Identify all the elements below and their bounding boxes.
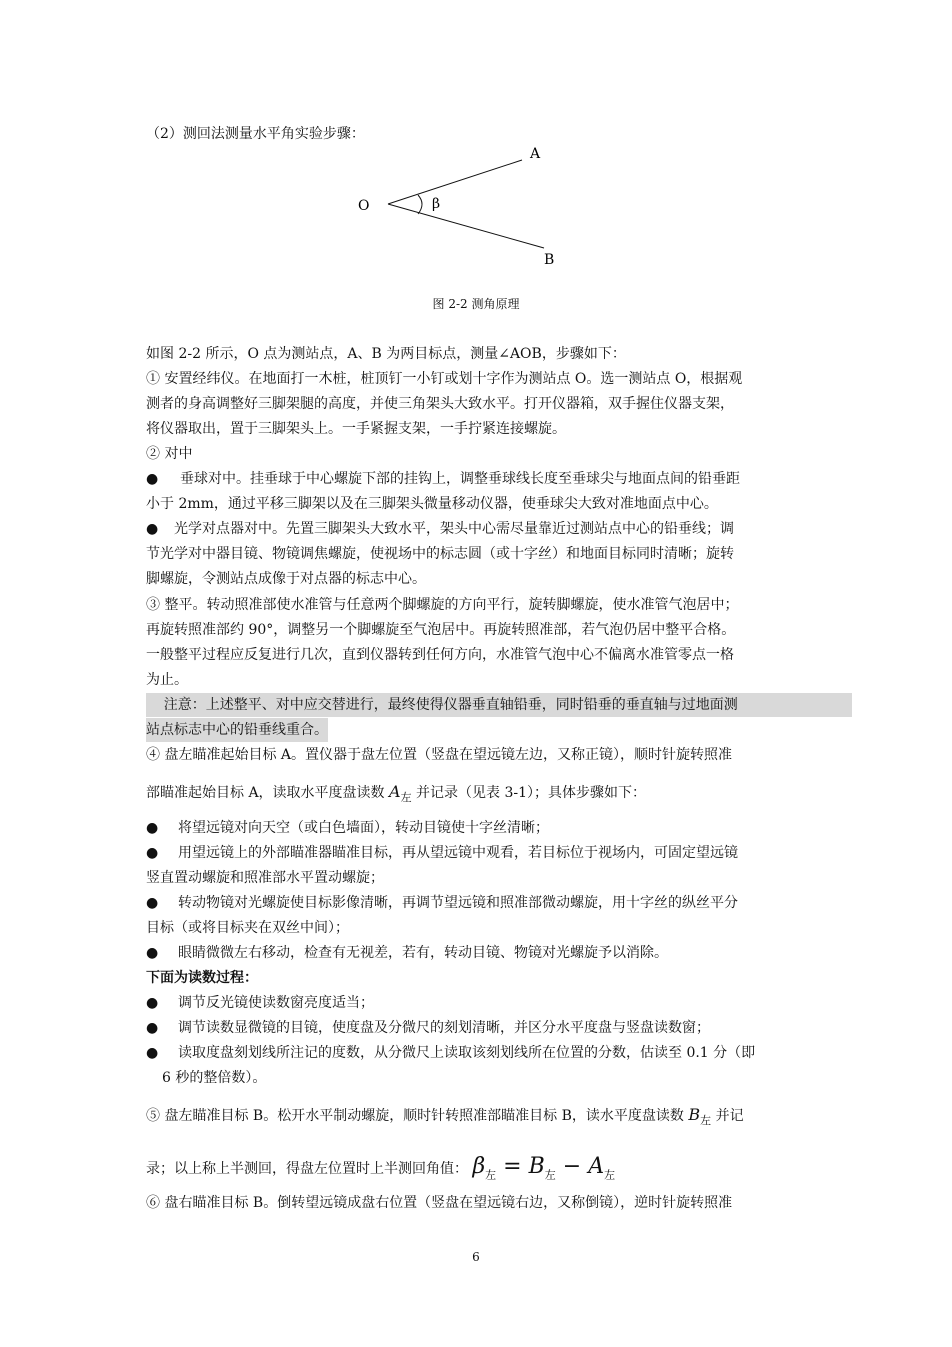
formula-minus: − [555,1154,589,1179]
step4-text-post: 并记录（见表 3-1）；具体步骤如下： [416,785,647,801]
step6-line: ⑥ 盘右瞄准目标 B。倒转望远镜成盘右位置（竖盘在望远镜右边，又称倒镜），逆时针旋转照准 [146,1195,733,1211]
bullet-text: 目标（或将目标夹在双丝中间）； [146,920,349,936]
step5-line2 [146,1155,615,1187]
figure-caption: 图 2-2 测角原理 [432,297,520,311]
bullet-text: 将望远镜对向天空（或白色墙面），转动目镜使十字丝清晰； [178,820,549,836]
label-b: B [544,252,555,268]
bullet-text: 眼睛微微左右移动，检查有无视差，若有，转动目镜、物镜对光螺旋予以消除。 [178,945,668,961]
bullet-text: 垂球对中。挂垂球于中心螺旋下部的挂钩上，调整垂球线长度至垂球尖与地面点间的铅垂距 [180,471,740,487]
bullet-text: 用望远镜上的外部瞄准器瞄准目标，再从望远镜中观看，若目标位于视场内，可固定望远镜 [178,845,738,861]
intro-text: 如图 2-2 所示，O 点为测站点，A、B 为两目标点，测量∠AOB，步骤如下： [146,346,626,362]
formula-sub: 左 [604,1168,616,1182]
bullet-icon: ● [146,995,159,1011]
var-sub: 左 [400,791,412,805]
step4-line2 [146,780,646,810]
bullet-text: 竖直置动螺旋和照准部水平置动螺旋； [146,870,384,886]
step1-line: 将仪器取出，置于三脚架头上。一手紧握支架，一手拧紧连接螺旋。 [146,421,566,437]
step3-line: ③ 整平。转动照准部使水准管与任意两个脚螺旋的方向平行，旋转脚螺旋，使水准管气泡居中； [146,597,739,613]
formula-sub: 左 [544,1168,556,1182]
step5-text-post: 并记 [715,1108,744,1124]
bullet-icon: ● [146,1020,159,1036]
angle-diagram [350,140,580,270]
step4-line: ④ 盘左瞄准起始目标 A。置仪器于盘左位置（竖盘在望远镜左边，又称正镜），顺时针旋转照准 [146,747,733,763]
angle-arc [418,195,422,214]
var-a-left [389,782,412,805]
step3-line: 一般整平过程应反复进行几次，直到仪器转到任何方向，水准管气泡中心不偏离水准管零点一格 [146,647,734,663]
formula-eq: = [496,1154,529,1179]
label-o: O [358,198,370,214]
note-line: 注意：上述整平、对中应交替进行，最终使得仪器垂直轴铅垂，同时铅垂的垂直轴与过地面测 [146,693,852,717]
bullet-icon: ● [146,521,159,537]
ray-ob [388,204,544,248]
formula-beta: β [472,1154,486,1179]
var-b-left [688,1105,712,1128]
step5-line1 [146,1103,744,1133]
step1-line: 测者的身高调整好三脚架腿的高度，并使三角架头大致水平。打开仪器箱，双手握住仪器支架， [146,396,734,412]
formula-b: B [528,1154,545,1179]
bullet-text: 调节读数显微镜的目镜，使度盘及分微尺的刻划清晰，并区分水平度盘与竖盘读数窗； [178,1020,710,1036]
label-beta: β [432,196,441,212]
angle-diagram-svg [350,140,580,270]
bullet-icon: ● [146,895,159,911]
bullet-icon: ● [146,820,159,836]
var-b: B [688,1105,701,1124]
bullet-icon: ● [146,945,159,961]
section-title: （2）测回法测量水平角实验步骤： [146,126,365,142]
bullet-text: 节光学对中器目镜、物镜调焦螺旋，使视场中的标志圆（或十字丝）和地面目标同时清晰；旋转 [146,546,734,562]
angle-formula [472,1154,616,1182]
bullet-text: 转动物镜对光螺旋使目标影像清晰，再调节望远镜和照准部微动螺旋，用十字丝的纵丝平分 [178,895,738,911]
note-line: 站点标志中心的铅垂线重合。 [146,718,328,742]
step2-title: ② 对中 [146,446,193,462]
page-number: 6 [472,1250,480,1264]
bullet-text: 6 秒的整倍数）。 [162,1070,267,1086]
bullet-text: 光学对点器对中。先置三脚架头大致水平，架头中心需尽量靠近过测站点中心的铅垂线；调 [174,521,734,537]
label-a: A [530,146,541,162]
step3-line: 为止。 [146,672,188,688]
bullet-text: 读取度盘刻划线所注记的度数，从分微尺上读取该刻划线所在位置的分数，估读至 0.1 分（即 [178,1045,756,1061]
ray-oa [388,160,522,204]
step3-line: 再旋转照准部约 90°，调整另一个脚螺旋至气泡居中。再旋转照准部，若气泡仍居中整平合格。 [146,622,736,638]
var-sub: 左 [700,1114,712,1128]
formula-a: A [588,1154,605,1179]
var-a: A [389,782,401,801]
step5-text: 录；以上称上半测回，得盘左位置时上半测回角值： [146,1161,468,1177]
bullet-icon: ● [146,845,159,861]
bullet-text: 调节反光镜使读数窗亮度适当； [178,995,374,1011]
bullet-text: 脚螺旋，令测站点成像于对点器的标志中心。 [146,571,426,587]
bullet-icon: ● [146,1045,159,1061]
step4-text-pre: 部瞄准起始目标 A，读取水平度盘读数 [146,785,385,801]
step5-text-pre: ⑤ 盘左瞄准目标 B。松开水平制动螺旋，顺时针转照准部瞄准目标 B，读水平度盘读数 [146,1108,684,1124]
formula-sub: 左 [485,1168,497,1182]
bullet-text: 小于 2mm，通过平移三脚架以及在三脚架头微量移动仪器，使垂球尖大致对准地面点中心。 [146,496,718,512]
reading-title: 下面为读数过程： [146,970,258,986]
bullet-icon: ● [146,471,159,487]
step1-line: ① 安置经纬仪。在地面打一木桩，桩顶钉一小钉或划十字作为测站点 O。选一测站点 O，根据观 [146,371,743,387]
